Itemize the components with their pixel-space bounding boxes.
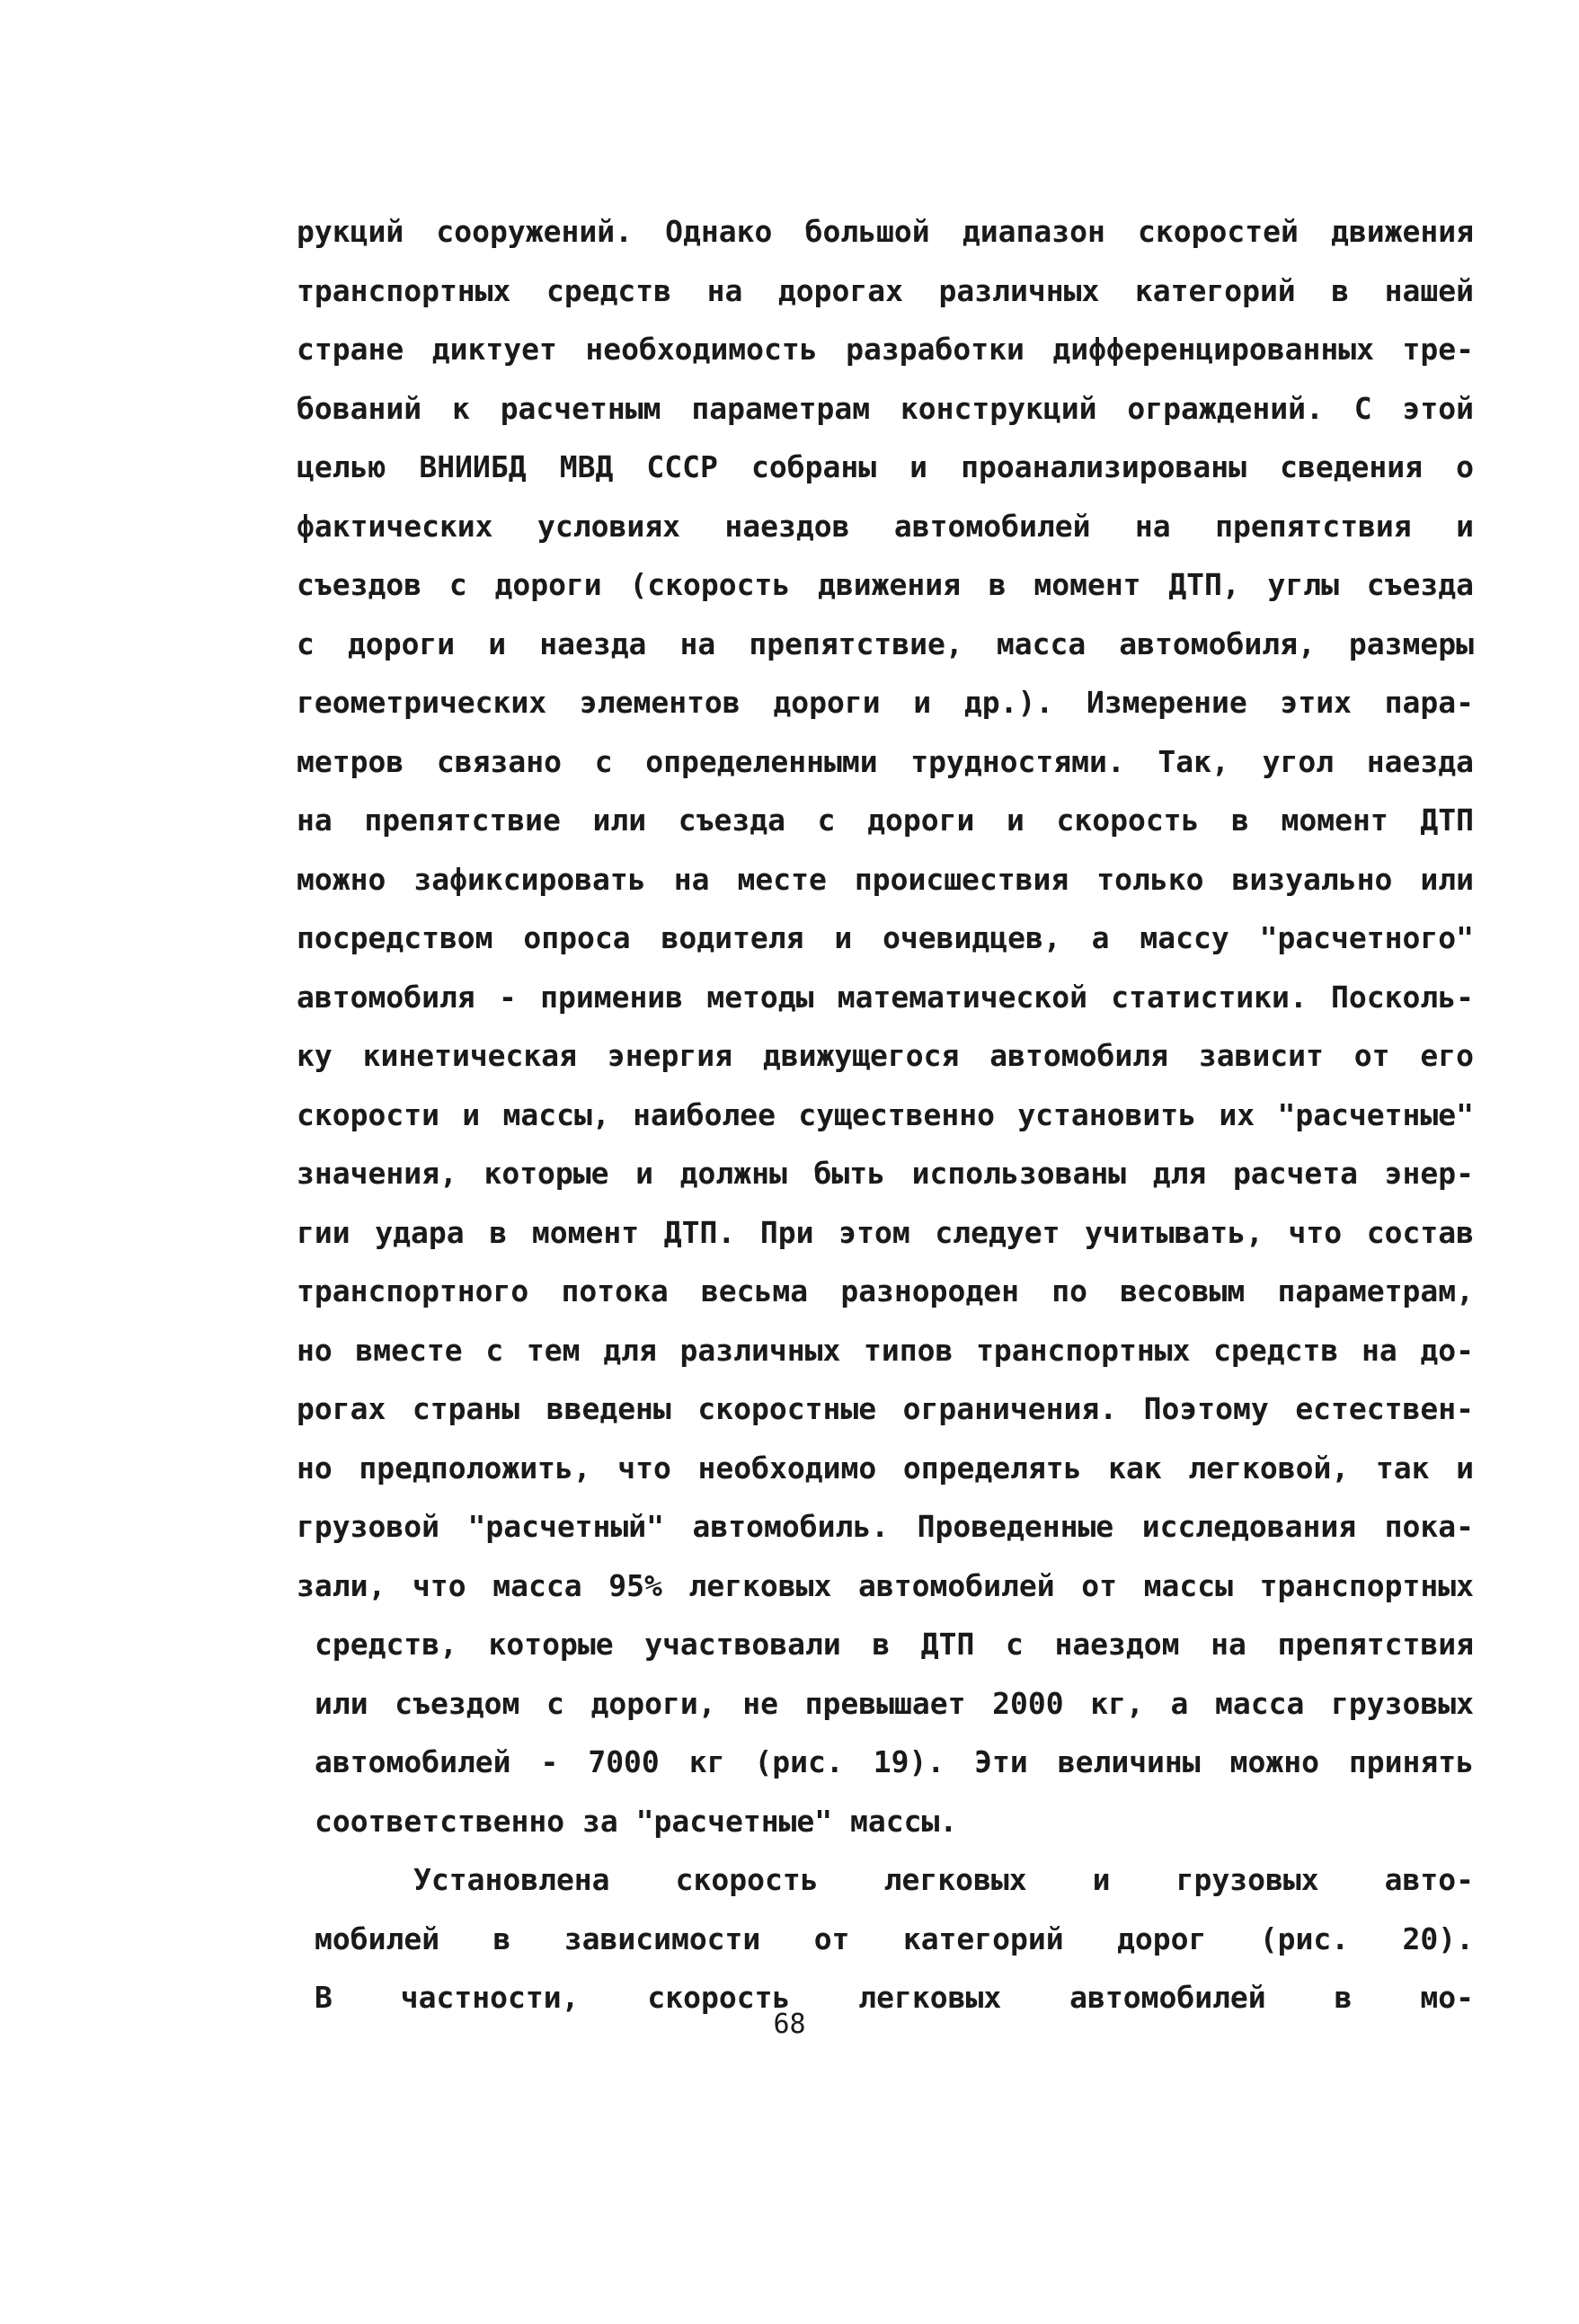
text-line: на препятствие или съезда с дороги и скорость в момент ДТП — [297, 803, 1474, 838]
text-line: грузовой "расчетный" автомобиль. Проведенные исследования пока- — [297, 1509, 1474, 1544]
text-line: метров связано с определенными трудностями. Так, угол наезда — [297, 743, 1474, 779]
text-line: зали, что масса 95% легковых автомобилей от массы транспортных — [297, 1567, 1474, 1603]
text-line: можно зафиксировать на месте происшествия только визуально или — [297, 861, 1474, 897]
text-line: соответственно за "расчетные" массы. — [315, 1803, 958, 1839]
text-line: гии удара в момент ДТП. При этом следует учитывать, что состав — [297, 1214, 1474, 1250]
text-line: средств, которые участвовали в ДТП с наездом на препятствия — [315, 1627, 1474, 1662]
text-line: мобилей в зависимости от категорий дорог (рис. 20). — [315, 1920, 1474, 1956]
text-line: но предположить, что необходимо определять как легковой, так и — [297, 1450, 1474, 1486]
text-line: целью ВНИИБД МВД СССР собраны и проанализированы сведения о — [297, 449, 1474, 484]
text-line: ку кинетическая энергия движущегося автомобиля зависит от его — [297, 1038, 1474, 1073]
text-line: или съездом с дороги, не превышает 2000 кг, а масса грузовых — [315, 1685, 1474, 1721]
body-text — [297, 202, 1474, 2027]
text-line: бований к расчетным параметрам конструкций ограждений. С этой — [297, 390, 1474, 426]
text-line: рукций сооружений. Однако большой диапазон скоростей движения — [297, 214, 1474, 249]
text-line: транспортного потока весьма разнороден по весовым параметрам, — [297, 1273, 1474, 1308]
text-line: автомобилей - 7000 кг (рис. 19). Эти величины можно принять — [315, 1744, 1474, 1779]
text-line: стране диктует необходимость разработки дифференцированных тре- — [297, 332, 1474, 367]
text-line: фактических условиях наездов автомобилей на препятствия и — [297, 508, 1474, 544]
text-line: но вместе с тем для различных типов транспортных средств на до- — [297, 1332, 1474, 1368]
text-line: с дороги и наезда на препятствие, масса автомобиля, размеры — [297, 625, 1474, 661]
text-line: посредством опроса водителя и очевидцев, а массу "расчетного" — [297, 920, 1474, 955]
text-line: геометрических элементов дороги и др.). Измерение этих пара- — [297, 685, 1474, 720]
page-number: 68 — [773, 2009, 806, 2040]
text-line: Установлена скорость легковых и грузовых авто- — [413, 1862, 1474, 1897]
text-line: В частности, скорость легковых автомобилей в мо- — [315, 1980, 1474, 2015]
text-line: рогах страны введены скоростные ограничения. Поэтому естествен- — [297, 1391, 1474, 1426]
text-line: транспортных средств на дорогах различных категорий в нашей — [297, 272, 1474, 308]
text-line: скорости и массы, наиболее существенно установить их "расчетные" — [297, 1096, 1474, 1132]
text-line: съездов с дороги (скорость движения в момент ДТП, углы съезда — [297, 567, 1474, 602]
text-line: автомобиля - применив методы математической статистики. Посколь- — [297, 979, 1474, 1015]
text-line: значения, которые и должны быть использованы для расчета энер- — [297, 1156, 1474, 1191]
